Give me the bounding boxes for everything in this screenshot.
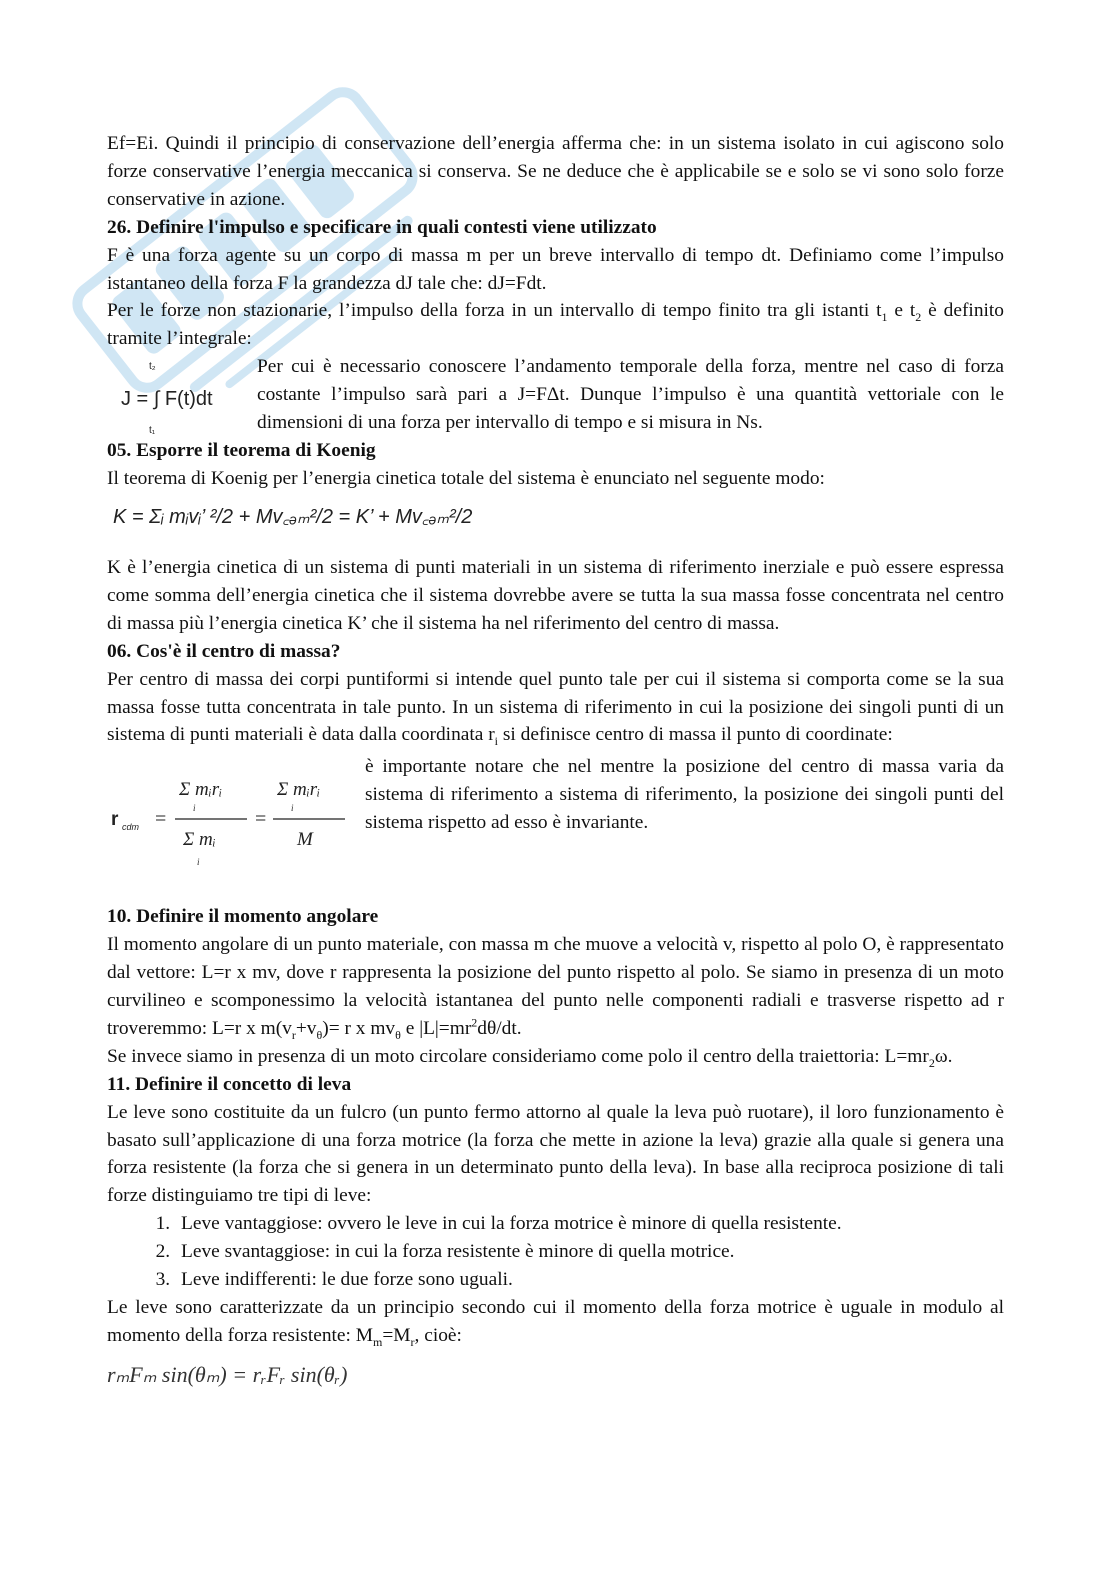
section-06-title: 06. Cos'è il centro di massa? bbox=[107, 640, 341, 662]
integral-upper-limit: t₂ bbox=[149, 361, 156, 373]
section-05-paragraph-1: Il teorema di Koenig per l’energia cinetica totale del sistema è enunciato nel seguente modo: bbox=[107, 468, 825, 490]
denominator-2: M bbox=[297, 829, 313, 851]
list-item: 3. Leve indifferenti: le due forze sono uguali. bbox=[175, 1266, 1004, 1294]
section-10-paragraph-1: Il momento angolare di un punto materiale, con massa m che muove a velocità v, rispetto al polo O, è rappresentato dal vettore: L=r x mv, dove r rappresenta la posizione del punto rispetto al polo. Se siamo in presenza di un moto curvilineo e scomponessimo la velocità istantanea del punto nelle componenti radiali e trasverse rispetto ad r troveremmo: L=r x $m(v_r+v_\theta)= r$ x $mv_\theta$ e $|L|=mr^2d\theta/dt$. bbox=[107, 934, 1004, 1042]
section-10-title: 10. Definire il momento angolare bbox=[107, 906, 379, 928]
list-item: 2. Leve svantaggiose: in cui la forza resistente è minore di quella motrice. bbox=[175, 1238, 1004, 1266]
section-26-paragraph-2: Per le forze non stazionarie, l’impulso della forza in un intervallo di tempo finito tra gli istanti $t_1$ e $t_2$ è definito tramite l’integrale: bbox=[107, 300, 1004, 350]
svg-text:=: = bbox=[255, 808, 267, 831]
lever-types-list bbox=[107, 1210, 1004, 1294]
integral-formula-text: J = ∫ F(t)dt bbox=[121, 388, 213, 411]
section-06-paragraph-2: è importante notare che nel mentre la posizione del centro di massa varia da sistema di riferimento a sistema di riferimento, la posizione dei singoli punti del sistema rispetto ad esso è invariante. bbox=[365, 756, 1004, 834]
numerator-1: Σ mᵢrᵢ bbox=[179, 779, 223, 801]
section-26-title: 26. Definire l'impulso e specificare in quali contesti viene utilizzato bbox=[107, 216, 657, 238]
denominator-1: Σ mᵢ bbox=[183, 829, 216, 851]
section-11-title: 11. Definire il concetto di leva bbox=[107, 1073, 352, 1095]
intro-paragraph: Ef=Ei. Quindi il principio di conservazione dell’energia afferma che: in un sistema isolato in cui agiscono solo forze conservative l’energia meccanica si conserva. Se ne deduce che è applicabile se e solo se vi sono solo forze conservative in azione. bbox=[107, 133, 1004, 210]
section-10-paragraph-2: Se invece siamo in presenza di un moto circolare consideriamo come polo il centro della traiettoria: $L=mr_2\omega$. bbox=[107, 1045, 953, 1070]
center-of-mass-formula bbox=[107, 753, 365, 873]
section-26-paragraph-1: F è una forza agente su un corpo di massa m per un breve intervallo di tempo dt. Definiamo come l’impulso istantaneo della forza F la grandezza dJ tale che: dJ=Fdt. bbox=[107, 244, 1004, 294]
section-11-paragraph-2: Le leve sono caratterizzate da un principio secondo cui il momento della forza motrice è uguale in modulo al momento della forza resistente: $M_m=M_r$, cioè: bbox=[107, 1297, 1004, 1349]
lever-moment-formula bbox=[107, 1356, 527, 1392]
list-item: 1. Leve vantaggiose: ovvero le leve in cui la forza motrice è minore di quella resistente. bbox=[175, 1210, 1004, 1238]
svg-text:r: r bbox=[111, 809, 119, 831]
svg-text:i: i bbox=[197, 857, 200, 868]
section-06-paragraph-1: Per centro di massa dei corpi puntiformi si intende quel punto tale per cui il sistema si comporta come se la sua massa fosse tutta concentrata in tale punto. In un sistema di riferimento in cui la posizione dei singoli punti di un sistema di punti materiali è data dalla coordinata $r_i$ si definisce centro di massa il punto di coordinate: bbox=[107, 668, 1004, 749]
svg-text:=: = bbox=[155, 808, 167, 831]
impulse-integral-formula bbox=[107, 353, 257, 437]
section-05-paragraph-2: K è l’energia cinetica di un sistema di punti materiali in un sistema di riferimento inerziale e può essere espressa come somma dell’energia cinetica che il sistema dovrebbe avere se tutta la sua massa fosse concentrata nel centro di massa più l’energia cinetica K’ che il sistema ha nel riferimento del centro di massa. bbox=[107, 556, 1004, 634]
koenig-formula-text: K = Σᵢ mᵢvᵢ’ ²/2 + Mv꜀ₔₘ²/2 = K’ + Mv꜀ₔₘ²/2 bbox=[113, 506, 473, 529]
svg-text:cdm: cdm bbox=[122, 822, 140, 833]
section-05-title: 05. Esporre il teorema di Koenig bbox=[107, 440, 376, 462]
svg-text:i: i bbox=[291, 803, 294, 814]
numerator-2: Σ mᵢrᵢ bbox=[277, 779, 321, 801]
section-26-paragraph-3: Per cui è necessario conoscere l’andamento temporale della forza, mentre nel caso di forza costante l’impulso sarà pari a J=FΔt. Dunque l’impulso è una quantità vettoriale con le dimensioni di una forza per intervallo di tempo e si misura in Ns. bbox=[257, 356, 1004, 434]
document-page bbox=[107, 130, 1004, 1401]
svg-text:i: i bbox=[193, 803, 196, 814]
lever-formula-text: rₘFₘ sin(θₘ) = rᵣFᵣ sin(θᵣ) bbox=[107, 1361, 348, 1387]
section-11-paragraph-1: Le leve sono costituite da un fulcro (un punto fermo attorno al quale la leva può ruotare), il loro funzionamento è basato sull’applicazione di una forza motrice (la forza che mette in azione la leva) grazie alla quale si genera una forza resistente (la forza che si genera in un determinato punto della leva). In base alla reciproca posizione di tali forze distinguiamo tre tipi di leve: bbox=[107, 1101, 1004, 1207]
koenig-formula bbox=[107, 495, 607, 539]
integral-lower-limit: t₁ bbox=[149, 425, 156, 437]
